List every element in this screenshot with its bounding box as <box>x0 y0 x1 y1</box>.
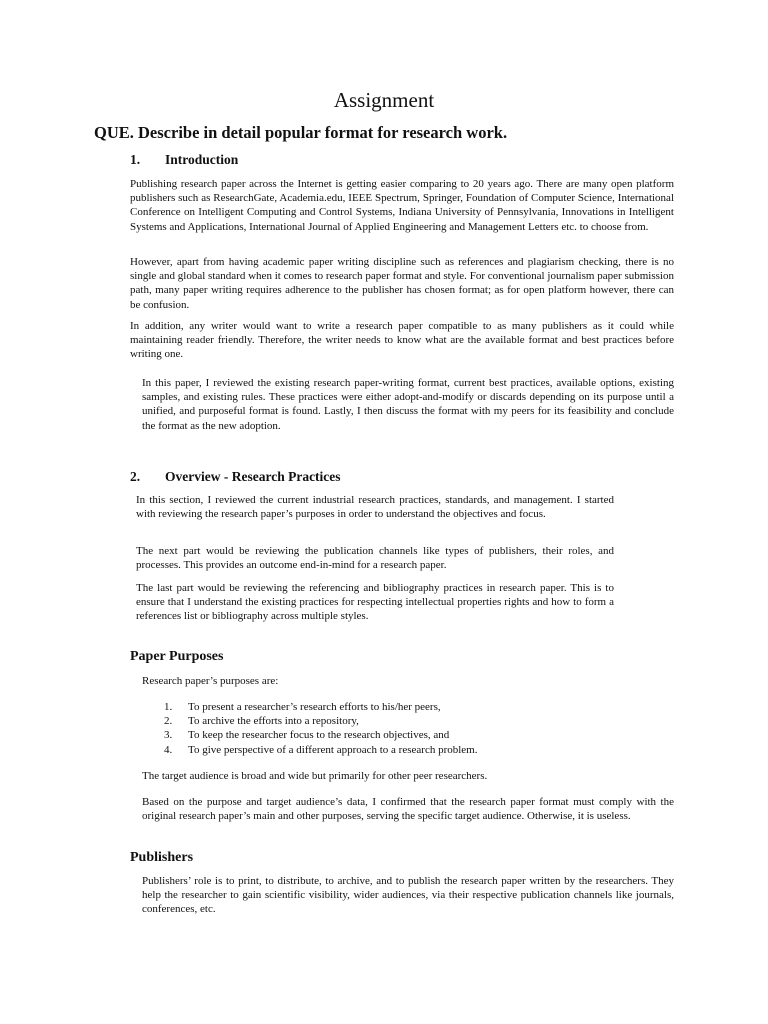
purposes-paragraph-2: Based on the purpose and target audience’s data, I confirmed that the research paper format must comply with the original research paper’s main and other purposes, serving the specific target audience. Otherwise, it is useless. <box>142 796 674 823</box>
paper-purposes-heading: Paper Purposes <box>130 649 224 664</box>
list-item <box>142 714 542 728</box>
list-item-text: To give perspective of a different approach to a research problem. <box>188 743 478 756</box>
section-number: 2. <box>130 469 141 484</box>
section-introduction-heading <box>130 152 238 168</box>
purposes-intro: Research paper’s purposes are: <box>142 675 279 687</box>
section-overview-heading <box>130 469 341 485</box>
document-title: Assignment <box>333 88 435 112</box>
list-item <box>142 743 542 757</box>
intro-paragraph-2: However, apart from having academic paper writing discipline such as references and plagiarism checking, there is no single and global standard when it comes to research paper format and style. For conventional journalism paper submission path, many paper writing requires adherence to the publisher has chosen format; as for open platform however, there can be confusion. <box>130 256 674 311</box>
list-item-number: 3. <box>164 729 173 742</box>
list-item-number: 2. <box>164 715 173 728</box>
list-item-text: To archive the efforts into a repository, <box>188 715 359 728</box>
section-number: 1. <box>130 152 141 167</box>
section-title: Introduction <box>165 152 239 167</box>
list-item-text: To keep the researcher focus to the research objectives, and <box>188 729 450 742</box>
intro-paragraph-3: In addition, any writer would want to write a research paper compatible to as many publishers as it could while maintaining reader friendly. Therefore, the writer needs to know what are the available format and best practices before writing one. <box>130 320 674 361</box>
intro-paragraph-4: In this paper, I reviewed the existing research paper-writing format, current best practices, available options, existing samples, and existing rules. These practices were either adopt-and-modify or discards depending on its purpose until a unified, and purposeful format is found. Lastly, I then discuss the format with my peers for its feasibility and conclude the format as the new adoption. <box>142 377 674 432</box>
question-heading: QUE. Describe in detail popular format for research work. <box>94 123 508 142</box>
list-item-text: To present a researcher’s research efforts to his/her peers, <box>188 701 441 713</box>
overview-paragraph-2: The next part would be reviewing the publication channels like types of publishers, their roles, and processes. This provides an outcome end-in-mind for a research paper. <box>136 545 614 572</box>
intro-paragraph-1: Publishing research paper across the Internet is getting easier comparing to 20 years ago. There are many open platform publishers such as ResearchGate, Academia.edu, IEEE Spectrum, Springer, Foundation of Computer Science, International Conference on Intelligent Computing and Control Systems, Indiana University of Pennsylvania, Innovations in Intelligent Systems and Applications, International Journal of Applied Engineering and Management Letters etc. to choose from. <box>130 178 674 233</box>
publishers-paragraph-1: Publishers’ role is to print, to distribute, to archive, and to publish the research paper written by the researchers. They help the researcher to gain scientific visibility, wider audiences, via their respective publication channels like journals, conferences, etc. <box>142 875 674 916</box>
list-item <box>142 700 542 714</box>
overview-paragraph-3: The last part would be reviewing the referencing and bibliography practices in research paper. This is to ensure that I understand the existing practices for respecting intellectual properties rights and how to form a references list or bibliography across multiple styles. <box>136 582 614 623</box>
section-title: Overview - Research Practices <box>165 469 341 484</box>
purposes-list <box>142 700 542 757</box>
publishers-heading: Publishers <box>130 850 194 865</box>
list-item <box>142 728 542 742</box>
list-item-number: 1. <box>164 701 173 713</box>
purposes-paragraph-1: The target audience is broad and wide but primarily for other peer researchers. <box>142 770 488 782</box>
overview-paragraph-1: In this section, I reviewed the current industrial research practices, standards, and management. I started with reviewing the research paper’s purposes in order to understand the objectives and focus. <box>136 494 614 521</box>
list-item-number: 4. <box>164 743 173 756</box>
